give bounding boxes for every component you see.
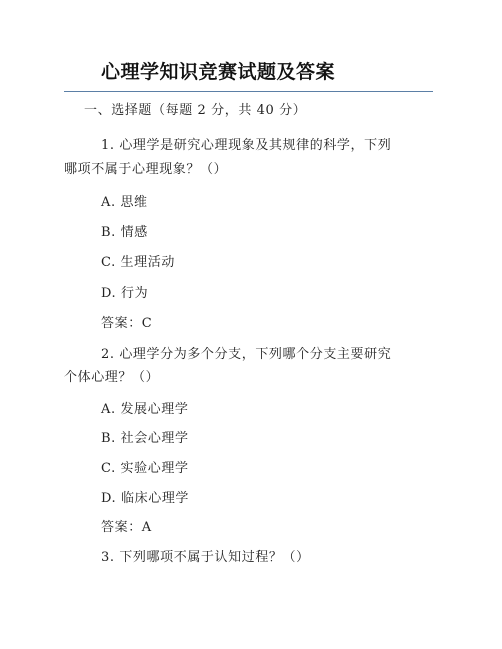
question-1-stem-line1: 1. 心理学是研究心理现象及其规律的科学，下列 (101, 138, 392, 153)
question-2-option-a: A. 发展心理学 (101, 402, 189, 417)
question-2-option-c: C. 实验心理学 (101, 461, 189, 476)
question-1-answer: 答案：C (101, 316, 153, 331)
question-2-option-b: B. 社会心理学 (101, 431, 189, 446)
question-2-stem-line1: 2. 心理学分为多个分支，下列哪个分支主要研究 (101, 347, 392, 362)
question-1-option-d: D. 行为 (101, 286, 149, 301)
question-1-option-a: A. 思维 (101, 195, 148, 210)
question-1-stem-line2: 哪项不属于心理现象？（） (64, 162, 228, 177)
question-1-option-b: B. 情感 (101, 225, 148, 240)
question-2-answer: 答案：A (101, 520, 152, 535)
question-2-option-d: D. 临床心理学 (101, 491, 190, 506)
question-3-stem-line1: 3. 下列哪项不属于认知过程？（） (101, 550, 310, 565)
question-1-option-c: C. 生理活动 (101, 255, 175, 270)
document-title: 心理学知识竞赛试题及答案 (101, 61, 336, 83)
title-divider (64, 91, 433, 92)
question-2-stem-line2: 个体心理？（） (64, 370, 160, 385)
section-heading: 一、选择题（每题 2 分，共 40 分） (84, 103, 307, 118)
